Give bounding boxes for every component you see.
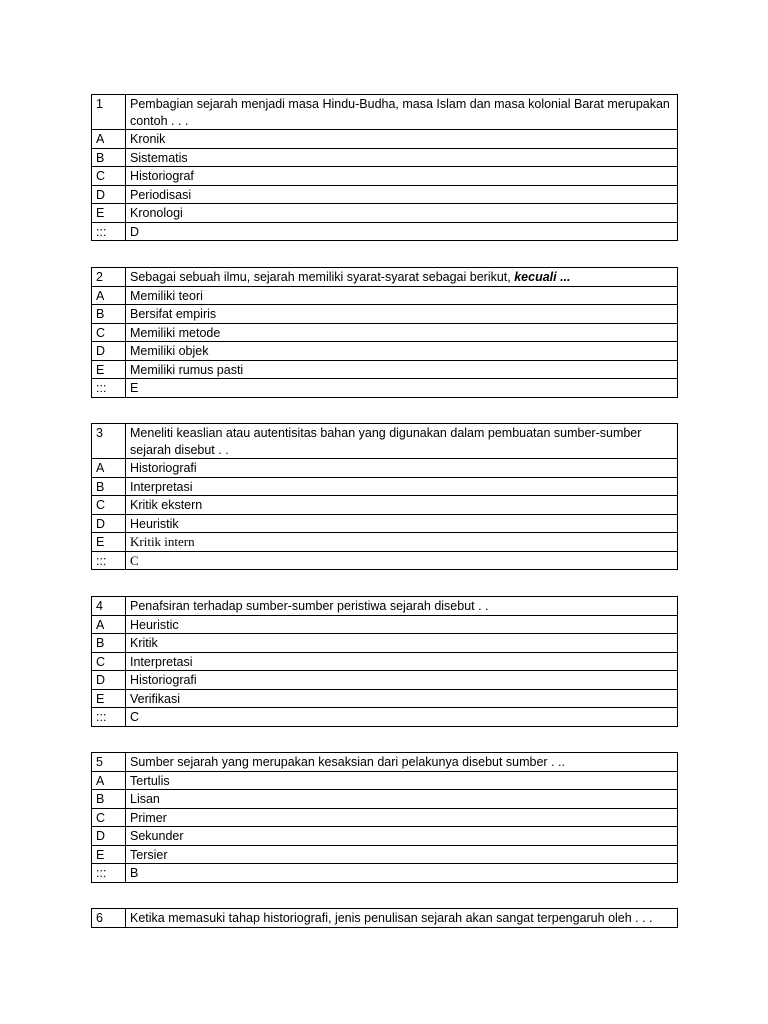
option-text: Tertulis (126, 771, 678, 790)
question-number: 4 (92, 597, 126, 616)
option-text: Memiliki teori (126, 286, 678, 305)
question-number: 3 (92, 424, 126, 459)
option-text: Kritik ekstern (126, 496, 678, 515)
question-5-table (91, 752, 678, 883)
option-row (92, 671, 678, 690)
option-letter: B (92, 477, 126, 496)
question-row (92, 597, 678, 616)
option-text: Heuristic (126, 615, 678, 634)
option-row (92, 305, 678, 324)
answer-key: B (126, 864, 678, 883)
option-letter: A (92, 771, 126, 790)
option-letter: C (92, 167, 126, 186)
option-text: Verifikasi (126, 689, 678, 708)
question-number: 1 (92, 95, 126, 130)
option-letter: E (92, 689, 126, 708)
question-3-table (91, 423, 678, 570)
option-row (92, 477, 678, 496)
option-letter: C (92, 323, 126, 342)
question-text: Meneliti keaslian atau autentisitas bahan yang digunakan dalam pembuatan sumber-sumber sejarah disebut . . (126, 424, 678, 459)
answer-row (92, 222, 678, 241)
question-2-table (91, 267, 678, 398)
option-row (92, 459, 678, 478)
question-row (92, 95, 678, 130)
option-text: Tersier (126, 845, 678, 864)
question-6-table (91, 908, 678, 928)
option-letter: A (92, 286, 126, 305)
option-letter: A (92, 130, 126, 149)
option-row (92, 827, 678, 846)
question-row (92, 909, 678, 928)
question-4-table (91, 596, 678, 727)
answer-marker: ::: (92, 864, 126, 883)
option-row (92, 615, 678, 634)
option-letter: A (92, 615, 126, 634)
option-letter: D (92, 827, 126, 846)
option-letter: B (92, 148, 126, 167)
option-text: Kronologi (126, 204, 678, 223)
option-text: Lisan (126, 790, 678, 809)
option-letter: D (92, 671, 126, 690)
option-row (92, 342, 678, 361)
option-letter: B (92, 790, 126, 809)
question-number: 2 (92, 268, 126, 287)
option-text: Heuristik (126, 514, 678, 533)
option-row (92, 790, 678, 809)
option-text: Primer (126, 808, 678, 827)
question-text: Sumber sejarah yang merupakan kesaksian dari pelakunya disebut sumber . .. (126, 753, 678, 772)
answer-row (92, 551, 678, 570)
option-text: Kritik (126, 634, 678, 653)
question-text-cell (126, 268, 678, 287)
option-text: Memiliki rumus pasti (126, 360, 678, 379)
option-text: Historiograf (126, 167, 678, 186)
option-row (92, 286, 678, 305)
question-text: Ketika memasuki tahap historiografi, jenis penulisan sejarah akan sangat terpengaruh oleh . . . (126, 909, 678, 928)
question-row (92, 753, 678, 772)
option-text: Periodisasi (126, 185, 678, 204)
option-row (92, 845, 678, 864)
option-row (92, 634, 678, 653)
option-row (92, 652, 678, 671)
question-number: 6 (92, 909, 126, 928)
option-row (92, 323, 678, 342)
option-text: Kritik intern (126, 533, 678, 552)
option-letter: B (92, 305, 126, 324)
option-row (92, 130, 678, 149)
option-row (92, 514, 678, 533)
option-letter: A (92, 459, 126, 478)
option-text: Bersifat empiris (126, 305, 678, 324)
answer-row (92, 864, 678, 883)
option-row (92, 360, 678, 379)
option-letter: C (92, 808, 126, 827)
question-1-table (91, 94, 678, 241)
option-text: Memiliki objek (126, 342, 678, 361)
option-row (92, 771, 678, 790)
option-text: Historiografi (126, 459, 678, 478)
option-row (92, 808, 678, 827)
option-letter: D (92, 342, 126, 361)
option-letter: E (92, 360, 126, 379)
option-text: Memiliki metode (126, 323, 678, 342)
option-letter: E (92, 204, 126, 223)
answer-key: E (126, 379, 678, 398)
option-letter: C (92, 652, 126, 671)
answer-key: D (126, 222, 678, 241)
question-text: Penafsiran terhadap sumber-sumber peristiwa sejarah disebut . . (126, 597, 678, 616)
question-number: 5 (92, 753, 126, 772)
option-letter: D (92, 185, 126, 204)
question-row (92, 268, 678, 287)
option-text: Kronik (126, 130, 678, 149)
option-row (92, 148, 678, 167)
option-row (92, 185, 678, 204)
option-text: Historiografi (126, 671, 678, 690)
answer-marker: ::: (92, 222, 126, 241)
option-text: Sistematis (126, 148, 678, 167)
question-emphasis: kecuali ... (514, 270, 571, 284)
answer-key: C (126, 551, 678, 570)
option-row (92, 167, 678, 186)
option-row (92, 689, 678, 708)
option-text: Interpretasi (126, 652, 678, 671)
option-text: Sekunder (126, 827, 678, 846)
answer-key: C (126, 708, 678, 727)
option-letter: E (92, 533, 126, 552)
option-letter: D (92, 514, 126, 533)
answer-row (92, 379, 678, 398)
option-row (92, 533, 678, 552)
answer-marker: ::: (92, 708, 126, 727)
option-letter: C (92, 496, 126, 515)
option-text: Interpretasi (126, 477, 678, 496)
option-row (92, 496, 678, 515)
option-row (92, 204, 678, 223)
option-letter: E (92, 845, 126, 864)
answer-marker: ::: (92, 379, 126, 398)
answer-row (92, 708, 678, 727)
answer-marker: ::: (92, 551, 126, 570)
question-row (92, 424, 678, 459)
question-text: Sebagai sebuah ilmu, sejarah memiliki syarat-syarat sebagai berikut, (130, 270, 515, 284)
question-text: Pembagian sejarah menjadi masa Hindu-Budha, masa Islam dan masa kolonial Barat merupakan contoh . . . (126, 95, 678, 130)
option-letter: B (92, 634, 126, 653)
